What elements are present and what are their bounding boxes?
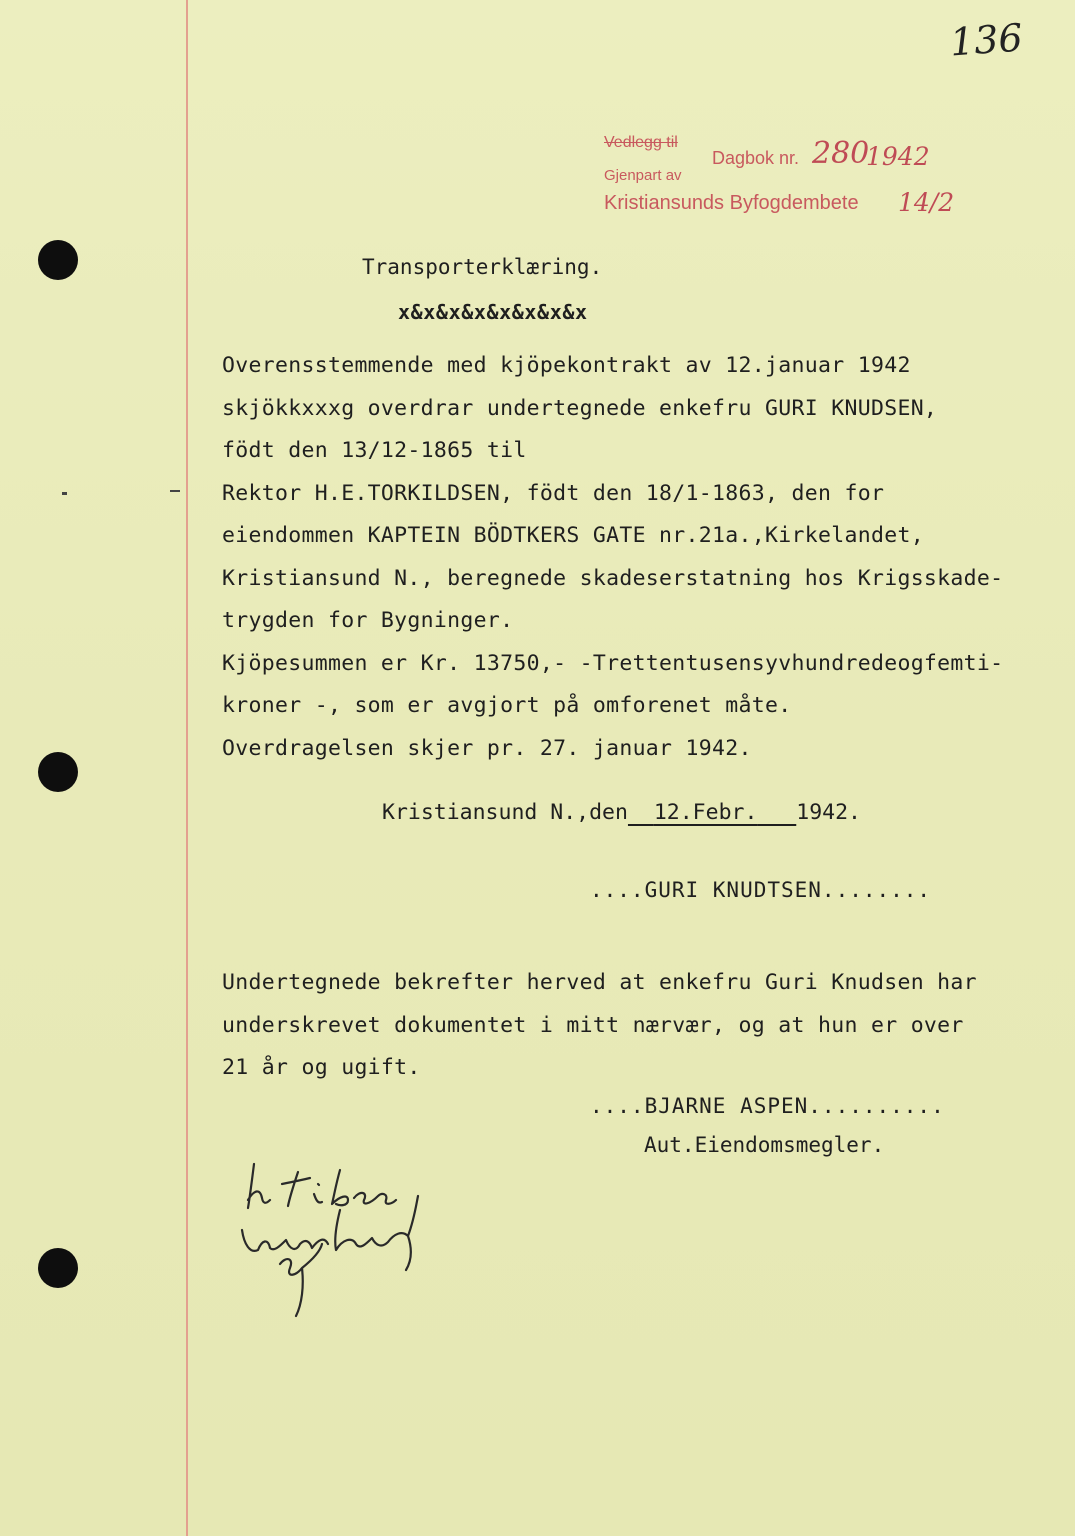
binder-hole-middle <box>38 752 78 792</box>
date-value <box>628 800 796 825</box>
witness-line: Undertegnede bekrefter herved at enkefru Guri Knudsen har <box>222 970 977 995</box>
seller-signature-line: ....GURI KNUDTSEN........ <box>590 878 932 902</box>
stamp-line-3: Kristiansunds Byfogdembete <box>604 192 859 214</box>
body-line: Kjöpesummen er Kr. 13750,- -Trettentusensyvhundredeogfemti- <box>222 651 1004 676</box>
body-line: Rektor H.E.TORKILDSEN, födt den 18/1-1863, den for <box>222 481 885 506</box>
page-number: 136 <box>948 15 1024 65</box>
body-line: trygden for Bygninger. <box>222 608 514 633</box>
body-line: Overensstemmende med kjöpekontrakt av 12.januar 1942 <box>222 353 911 378</box>
margin-speck <box>62 492 67 495</box>
place-prefix: Kristiansund N.,den <box>382 800 628 825</box>
broker-signature-line: ....BJARNE ASPEN.......... <box>590 1094 945 1118</box>
stamp-dagbok-label: Dagbok nr. <box>712 148 800 168</box>
binder-hole-bottom <box>38 1248 78 1288</box>
witness-line: 21 år og ugift. <box>222 1055 421 1080</box>
margin-rule <box>186 0 188 1536</box>
stamp-date: 14/2 <box>898 188 955 217</box>
stamp-line-2: Gjenpart av <box>604 167 682 184</box>
handwritten-signature <box>240 1160 460 1320</box>
witness-line: underskrevet dokumentet i mitt nærvær, og at hun er over <box>222 1013 964 1038</box>
body-line: skjökkxxxg overdrar undertegnede enkefru GURI KNUDSEN, <box>222 396 938 421</box>
stamp-line-1: Vedlegg til <box>604 134 678 151</box>
date-year: 1942. <box>796 800 861 825</box>
date-day-month: 12.Febr. <box>653 800 758 825</box>
body-line: Kristiansund N., beregnede skadeserstatning hos Krigsskade- <box>222 566 1004 591</box>
document-heading: Transporterklæring. <box>362 255 603 279</box>
body-line: Overdragelsen skjer pr. 27. januar 1942. <box>222 736 752 761</box>
margin-dash <box>170 490 180 492</box>
body-line: födt den 13/12-1865 til <box>222 438 527 463</box>
broker-title: Aut.Eiendomsmegler. <box>644 1133 885 1157</box>
binder-hole-top <box>38 240 78 280</box>
body-line: eiendommen KAPTEIN BÖDTKERS GATE nr.21a.,Kirkelandet, <box>222 523 924 548</box>
stamp-year: 1942 <box>866 142 930 171</box>
place-and-date <box>382 800 861 825</box>
stamp-dagbok-number: 280 <box>812 136 870 171</box>
body-line: kroner -, som er avgjort på omforenet måte. <box>222 693 792 718</box>
struck-out-text: x&x&x&x&x&x&x&x <box>398 300 588 324</box>
